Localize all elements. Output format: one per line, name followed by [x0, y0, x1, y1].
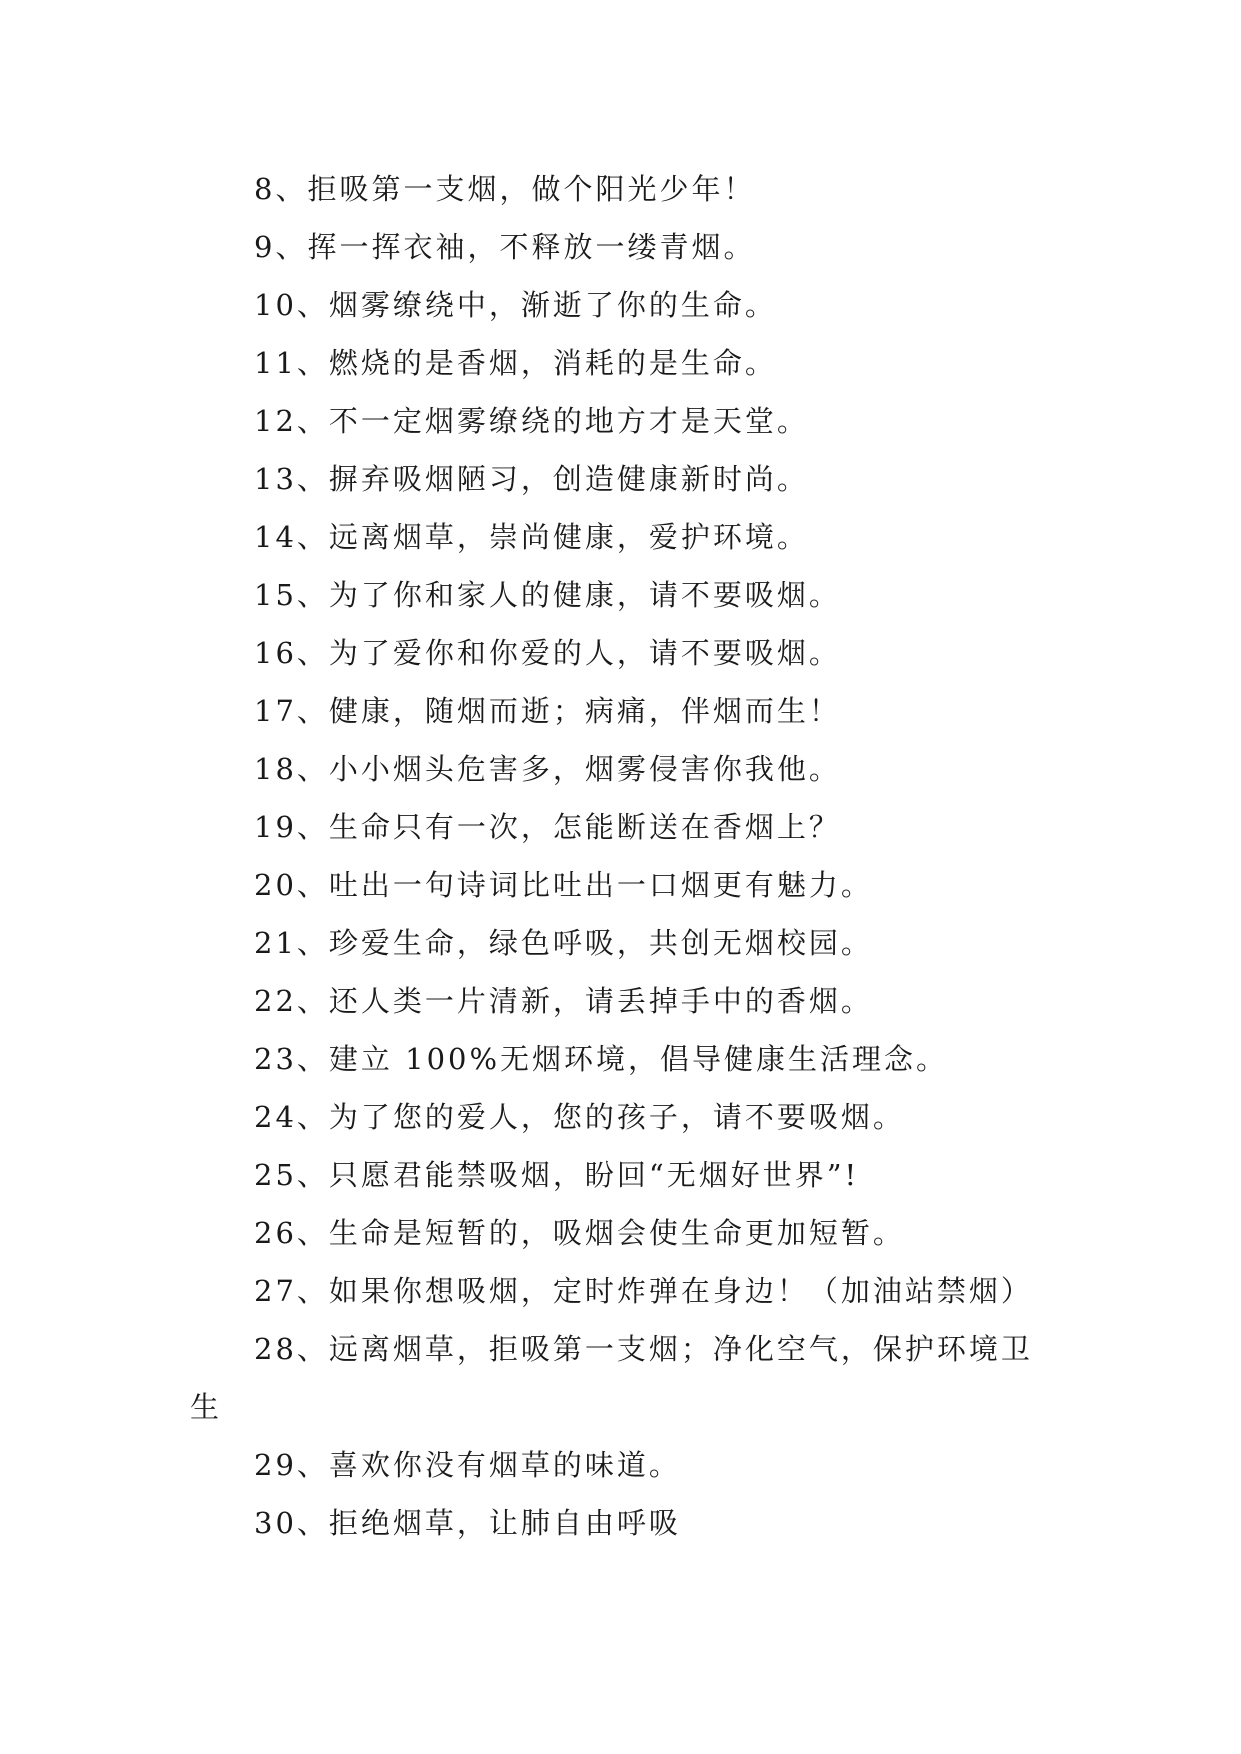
slogan-line-14: 14、远离烟草，崇尚健康，爱护环境。	[254, 520, 809, 554]
slogan-line-20: 20、吐出一句诗词比吐出一口烟更有魅力。	[254, 868, 873, 902]
slogan-line-25: 25、只愿君能禁吸烟，盼回“无烟好世界”!	[254, 1158, 860, 1192]
slogan-line-8: 8、拒吸第一支烟，做个阳光少年！	[254, 172, 756, 206]
slogan-line-16: 16、为了爱你和你爱的人，请不要吸烟。	[254, 636, 841, 670]
slogan-line-28-continued: 生	[190, 1390, 223, 1424]
slogan-line-27: 27、如果你想吸烟，定时炸弹在身边！（加油站禁烟）	[254, 1274, 1033, 1308]
slogan-line-26: 26、生命是短暂的，吸烟会使生命更加短暂。	[254, 1216, 905, 1250]
slogan-line-9: 9、挥一挥衣袖，不释放一缕青烟。	[254, 230, 756, 264]
slogan-line-10: 10、烟雾缭绕中，渐逝了你的生命。	[254, 288, 777, 322]
slogan-line-30: 30、拒绝烟草，让肺自由呼吸	[254, 1506, 681, 1540]
slogan-line-21: 21、珍爱生命，绿色呼吸，共创无烟校园。	[254, 926, 873, 960]
slogan-line-28: 28、远离烟草，拒吸第一支烟；净化空气，保护环境卫	[254, 1332, 1033, 1366]
slogan-line-12: 12、不一定烟雾缭绕的地方才是天堂。	[254, 404, 809, 438]
slogan-line-18: 18、小小烟头危害多，烟雾侵害你我他。	[254, 752, 841, 786]
slogan-list	[0, 160, 1241, 1552]
slogan-line-19: 19、生命只有一次，怎能断送在香烟上？	[254, 810, 841, 844]
slogan-line-23: 23、建立 100%无烟环境，倡导健康生活理念。	[254, 1042, 949, 1076]
slogan-line-22: 22、还人类一片清新，请丢掉手中的香烟。	[254, 984, 873, 1018]
slogan-line-24: 24、为了您的爱人，您的孩子，请不要吸烟。	[254, 1100, 905, 1134]
slogan-line-29: 29、喜欢你没有烟草的味道。	[254, 1448, 681, 1482]
slogan-line-17: 17、健康，随烟而逝；病痛，伴烟而生！	[254, 694, 841, 728]
slogan-line-15: 15、为了你和家人的健康，请不要吸烟。	[254, 578, 841, 612]
slogan-line-13: 13、摒弃吸烟陋习，创造健康新时尚。	[254, 462, 809, 496]
slogan-line-11: 11、燃烧的是香烟，消耗的是生命。	[254, 346, 777, 380]
